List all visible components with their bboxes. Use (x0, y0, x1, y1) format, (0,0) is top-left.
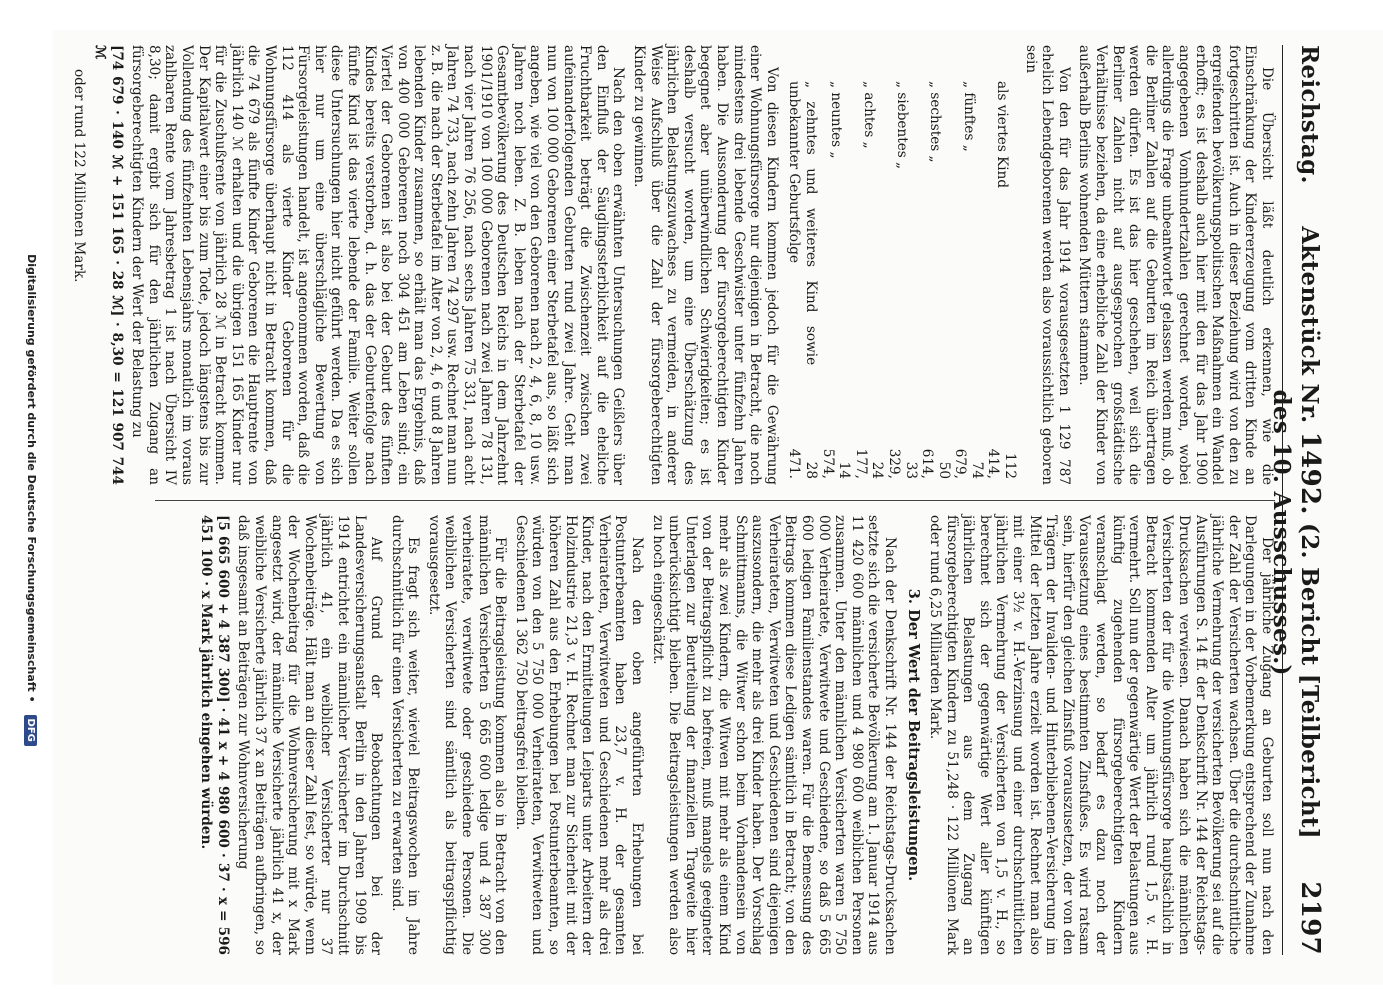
paragraph: Auf Grund der Beobachtungen bei der Landesversicherungsanstalt Berlin in den Jahren 1909 bis 1914 entrichtet ein männlicher Versicherter im Durchschnitt jährlich 41, ein weiblicher Versicherter nur 37 Wochenbeiträge. Hält man an dieser Zahl fest, so würde, wenn der Wochenbeitrag für die Wohnversicherung mit x Mark angesetzt wird, der männliche Versicherte jährlich 41 x, der weibliche Versicherte jährlich 37 x an Beiträgen aufbringen, so daß insgesamt an Beiträgen zur Wohnversicherung (235, 515, 385, 955)
table-row (786, 75, 819, 485)
paragraph: Nach der Denkschrift Nr. 144 der Reichstags-Drucksachen setzte sich die versicherte Bevölkerung am 1. Januar 1914 aus 11 420 600 männlichen und 4 980 600 weiblichen Personen zusammen. Unter den männlichen Versicherten waren 5 750 000 Verheiratete, Verwitwete und Geschiedene, so daß 5 665 600 ledigen Familienstandes waren. Für die Bemessung des Beitrags kommen diese Ledigen sämtlich in Betracht; von den Verheirateten, Verwitweten und Geschiedenen sind diejenigen auszusondern, die mehr als drei Kinder haben. Der Vorschlag Schmittmanns, die Witwer schon beim Vorhandensein von mehr als zwei Kindern, die Witwen mit mehr als einem Kind von der Beitragspflicht zu befreien, muß mangels geeigneter Unterlagen zur Beurteilung der finanziellen Tragweite hier unberücksichtigt bleiben. Die Beitragsleistungen werden also zu hoch eingeschätzt. (649, 515, 898, 955)
birth-order-table (786, 75, 1018, 485)
birth-count: 14 574, (819, 448, 853, 479)
header-title-prefix: Aktenstück Nr. (1296, 226, 1323, 424)
birth-count: 24 177, (852, 448, 886, 479)
birth-order-label: „ achtes „ (861, 81, 878, 149)
paragraph: Von den für das Jahr 1914 vorausgesetzten 1 129 787 ehelich Lebendgeborenen werden also voraussichtlich geboren sein (1022, 45, 1072, 485)
page-number: 2197 (1295, 881, 1325, 955)
table-row (952, 75, 985, 485)
table-row (885, 75, 918, 485)
paragraph: Die Übersicht läßt deutlich erkennen, wie die Einschränkung der Kindererzeugung vom dritten Kinde an fortgeschritten ist. Auch in dieser Beziehung wird von den zu ergreifenden bevölkerungspolitischen Maßnahmen ein Wandel erhofft; es ist deshalb auch hier mit den für das Jahr 1900 angegebenen Vomhundertzahlen gerechnet worden, wobei allerdings die Frage unbeantwortet gelassen werden muß, ob die Berliner Zahlen auf die Geburten im Reich übertragen werden dürfen. Es ist das hier geschehen, weil sich die Berliner Zahlen nicht auf ausgesprochen großstädtische Verhältnisse beziehen, da eine erhebliche Zahl der Kinder von außerhalb Berlins wohnenden Müttern stammen. (1076, 45, 1275, 485)
header-title (1268, 224, 1325, 842)
birth-order-label: „ siebentes „ (894, 81, 911, 170)
paragraph: Für die Beitragsleistung kommen also in Betracht von den männlichen Versicherten 5 665 600 ledige und 4 387 300 verheiratete, verwitwete oder geschiedene Personen. Die weiblichen Versicherten sind sämtlich als beitragspflichtig vorausgesetzt. (425, 515, 509, 955)
birth-count: 112 414, (985, 448, 1019, 479)
table-row (819, 75, 852, 485)
header-divider (1282, 45, 1283, 955)
birth-order-label: als viertes Kind (993, 81, 1010, 189)
digitization-note-text: Digitalisierung gefördert durch die Deutsche Forschungsgemeinschaft • (25, 254, 38, 703)
formula-tail: oder rund 122 Millionen Mark. (71, 69, 88, 283)
table-row (919, 75, 952, 485)
paragraph: Es fragt sich weiter, wieviel Beitragswochen im Jahre durchschnittlich für einen Versicherten zu erwarten sind. (388, 515, 422, 955)
header-title-number: 1492. (1295, 431, 1325, 515)
dfg-logo: DFG (24, 715, 37, 746)
birth-order-label: „ zehntes und weiteres Kind sowie unbekannter Geburtsfolge (786, 81, 819, 366)
column-rule (155, 500, 1275, 501)
left-column (71, 45, 1275, 485)
birth-count: 33 329, (885, 448, 919, 479)
birth-count: 50 614, (919, 448, 952, 479)
birth-count: 74 679, (952, 448, 985, 479)
birth-order-label: „ fünftes „ (960, 81, 977, 152)
header-title-suffix: (2. Bericht [Teilbericht] des 10. Ausschusses.) (1268, 389, 1323, 839)
birth-order-label: „ sechstes „ (927, 81, 944, 163)
birth-order-label: „ neuntes „ (827, 81, 844, 159)
paragraph: Nach den oben erwähnten Untersuchungen Geißlers über den Einfluß der Säuglingssterblichkeit auf die eheliche Fruchtbarkeit beträgt die Zwischenzeit zwischen zwei aufeinanderfolgenden Geburten rund zwei Jahre. Geht man nun von 100 000 Geborenen einer Sterbetafel aus, so läßt sich angeben, wie viel von den Geborenen nach 2, 4, 6, 8, 10 usw. Jahren noch leben. Z. B. leben nach der Sterbetafel der Gesamtbevölkerung des Deutschen Reichs in dem Jahrzehnt 1901/1910 von 100 000 Geborenen nach zwei Jahren 78 131, nach vier Jahren 76 256, nach sechs Jahren 75 331, nach acht Jahren 74 733, nach zehn Jahren 74 297 usw. Rechnet man nun z. B. die nach der Sterbetafel im Alter von 2, 4, 6 und 8 Jahren lebenden Kinder zusammen, so erhält man das Ergebnis, daß von 400 000 Geborenen noch 304 451 am Leben sind; ein Viertel der Geborenen ist also bei der Geburt des fünften Kindes bereits verstorben, d. h. das der Geburtenfolge nach fünfte Kind ist das vierte lebende der Familie. Weiter sollen diese Untersuchungen hier nicht geführt werden. Da es sich hier nur um eine überschlägliche Bewertung von Fürsorgeleistungen handelt, ist angenommen worden, daß die 112 414 als vierte Kinder Geborenen für die Wohnungsfürsorge überhaupt nicht in Betracht kommen, daß die 74 679 als fünfte Kinder Geborenen die Hauptrente von jährlich 140 ℳ erhalten und die übrigen 151 165 Kinder nur für die Zuschußrente von jährlich 28 ℳ in Betracht kommen. Der Kapitalwert einer bis zum Tode, jedoch längstens bis zur Vollendung des fünfzehnten Lebensjahrs monatlich im voraus zahlbaren Rente vom Jahresbetrag 1 ist nach Übersicht IV 8,30; damit ergibt sich für den jährlichen Zugang an fürsorgeberechtigten Kindern der Wert der Belastung zu (129, 45, 627, 485)
table-row (852, 75, 885, 485)
table-row (985, 75, 1018, 485)
paragraph: Der jährliche Zugang an Geburten soll nun nach den Darlegungen in der Vorbemerkung entsprechend der Zunahme der Zahl der Versicherten wachsen. Über die durchschnittliche jährliche Vermehrung der versicherten Bevölkerung sei auf die Ausführungen S. 14 ff. der Denkschrift Nr. 144 der Reichstags-Drucksachen verwiesen. Danach haben sich die männlichen Versicherten der für die Wohnungsfürsorge hauptsächlich in Betracht kommenden Alter um jährlich rund 1,5 v. H. vermehrt. Soll nun der gegenwärtige Wert der Belastungen aus künftig zugehenden fürsorgeberechtigten Kindern veranschlagt werden, so bedarf es dazu noch der Voraussetzung eines bestimmten Zinsfußes. Es wird ratsam sein, hierfür den gleichen Zinsfuß vorauszusetzen, der von den Trägern der Invaliden- und Hinterbliebenen-Versicherung im Mittel der letzten Jahre erzielt worden ist. Rechnet man also mit einer 3½ v. H.-Verzinsung und einer durchschnittlichen jährlichen Vermehrung der Versicherten von 1,5 v. H., so berechnet sich der gegenwärtige Wert aller künftigen jährlichen Belastungen aus dem Zugang an fürsorgeberechtigten Kindern zu 51,248 · 122 Millionen Mark oder rund 6,25 Milliarden Mark. (927, 515, 1275, 955)
birth-count: 28 471. (786, 448, 819, 479)
page-header (1268, 45, 1325, 955)
formula: [74 679 · 140 ℳ + 151 165 · 28 ℳ] · 8,30 = 121 907 744 ℳ (92, 45, 125, 485)
digitization-note (16, 15, 38, 985)
header-left: Reichstag. (1296, 45, 1323, 184)
section-title: 3. Der Wert der Beitragsleistungen. (904, 588, 922, 882)
paragraph: Von diesen Kindern kommen jedoch für die Gewährung einer Wohnungsfürsorge nur diejenigen in Betracht, die noch mindestens drei lebende Geschwister unter fünfzehn Jahren haben. Die Aussonderung der fürsorgeberechtigten Kinder begegnet aber unüberwindlichen Schwierigkeiten; es ist deshalb versucht worden, um eine Überschätzung des jährlichen Belastungszuwachses zu vermeiden, in anderer Weise Aufschluß über die Zahl der fürsorgeberechtigten Kinder zu gewinnen. (631, 45, 780, 485)
paragraph: Nach den oben angeführten Erhebungen bei Postunterbeamten haben 23,7 v. H. der gesamten Verheirateten, Verwitweten und Geschiedenen mehr als drei Kinder, nach den Ermittelungen Leiparts unter Arbeitern der Holzindustrie 21,3 v. H. Rechnet man zur Sicherheit mit der höheren Zahl aus den Erhebungen bei Postunterbeamten, so würden von den 5 750 000 Verheirateten, Verwitweten und Geschiedenen 1 362 750 beitragsfrei bleiben. (512, 515, 646, 955)
right-column (95, 515, 1275, 955)
formula: [5 665 600 + 4 387 300] · 41 x + 4 980 600 · 37 · x = 596 451 100 · x Mark jährlich eingehen würden. (198, 515, 231, 955)
